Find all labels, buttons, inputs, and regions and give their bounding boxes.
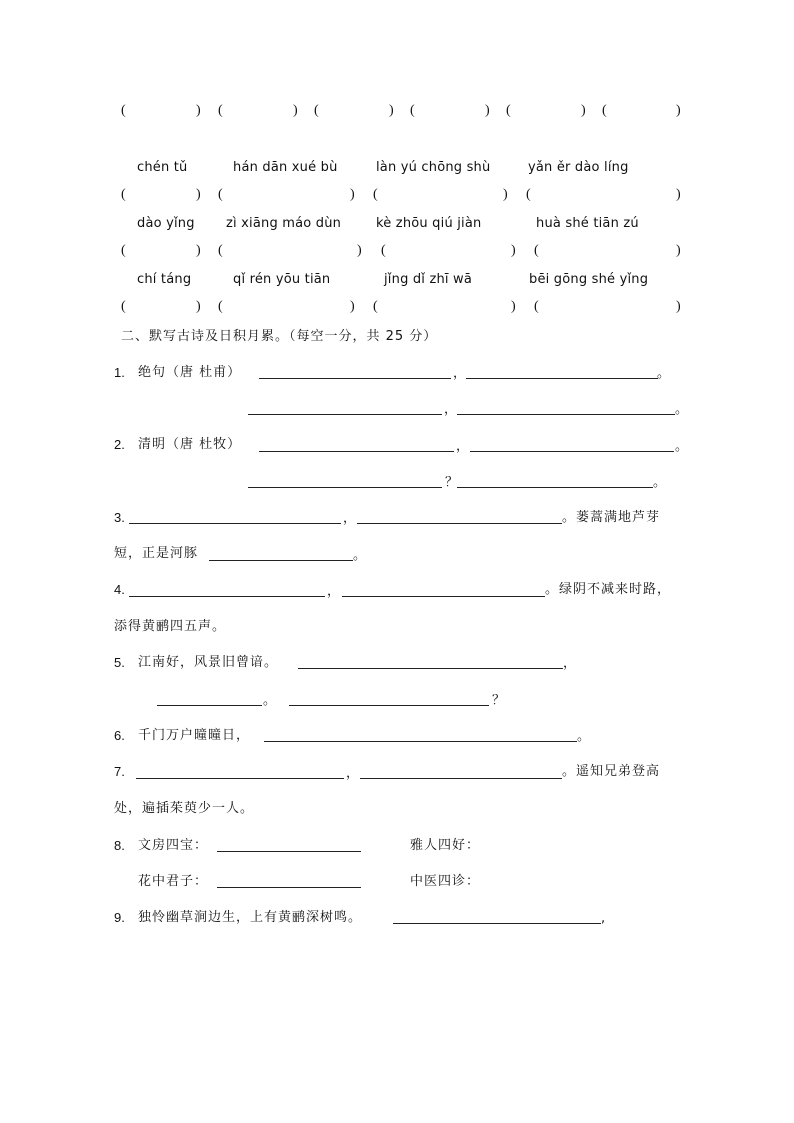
- bracket-close: ): [350, 187, 355, 202]
- bracket-close: ): [676, 103, 681, 118]
- pinyin-word: chén tǔ: [137, 160, 188, 175]
- pinyin-word: zì xiāng máo dùn: [226, 216, 342, 231]
- period: 。: [353, 548, 367, 563]
- answer-blank[interactable]: [248, 414, 442, 415]
- bracket-close: ): [196, 243, 201, 258]
- period: 。: [577, 729, 591, 744]
- answer-blank[interactable]: [209, 560, 353, 561]
- answer-blank[interactable]: [157, 705, 262, 706]
- question-mark: ？: [492, 693, 506, 708]
- answer-blank[interactable]: [289, 705, 489, 706]
- bracket-open: (: [314, 103, 319, 118]
- question-mark: ？: [445, 475, 459, 490]
- bracket-close: ): [357, 243, 362, 258]
- answer-blank[interactable]: [466, 378, 658, 379]
- answer-blank[interactable]: [298, 668, 563, 669]
- bracket-open: (: [526, 187, 531, 202]
- answer-blank[interactable]: [248, 487, 442, 488]
- pinyin-word: jǐng dǐ zhī wā: [384, 272, 473, 287]
- answer-blank[interactable]: [217, 887, 361, 888]
- period: 。: [657, 366, 671, 381]
- item-number: 1.: [114, 365, 125, 380]
- answer-blank[interactable]: [457, 414, 675, 415]
- bracket-open: (: [121, 299, 126, 314]
- bracket-close: ): [485, 103, 490, 118]
- pinyin-word: dào yǐng: [137, 216, 195, 231]
- bracket-open: (: [121, 187, 126, 202]
- poem-label: 绝句（唐 杜甫）: [138, 365, 242, 380]
- item-number: 2.: [114, 437, 125, 452]
- answer-blank[interactable]: [259, 451, 454, 452]
- bracket-close: ): [581, 103, 586, 118]
- answer-blank[interactable]: [357, 523, 562, 524]
- item-number: 6.: [114, 728, 125, 743]
- bracket-close: ): [676, 243, 681, 258]
- period: 。: [675, 402, 689, 417]
- bracket-close: ): [511, 299, 516, 314]
- bracket-open: (: [218, 299, 223, 314]
- comma: ，: [453, 366, 467, 381]
- comma: ，: [444, 402, 458, 417]
- item-number: 8.: [114, 838, 125, 853]
- answer-blank[interactable]: [393, 923, 601, 924]
- answer-blank[interactable]: [264, 741, 577, 742]
- period: 。: [675, 439, 689, 454]
- poem-text: 千门万户曈曈日，: [138, 728, 251, 743]
- poem-text: 处，遍插茱萸少一人。: [114, 801, 255, 816]
- answer-blank[interactable]: [129, 523, 341, 524]
- comma: ，: [327, 584, 341, 599]
- comma: ,: [601, 911, 606, 926]
- bracket-open: (: [218, 243, 223, 258]
- comma: ，: [563, 656, 577, 671]
- bracket-open: (: [373, 187, 378, 202]
- bracket-close: ): [196, 299, 201, 314]
- answer-blank[interactable]: [129, 596, 325, 597]
- bracket-open: (: [506, 103, 511, 118]
- answer-blank[interactable]: [457, 487, 653, 488]
- pinyin-word: kè zhōu qiú jiàn: [376, 216, 482, 231]
- item-number: 4.: [114, 582, 125, 597]
- bracket-close: ): [350, 299, 355, 314]
- bracket-open: (: [534, 299, 539, 314]
- poem-text: 。蒌蒿满地芦芽: [562, 510, 661, 525]
- bracket-close: ): [676, 299, 681, 314]
- comma: ，: [456, 439, 470, 454]
- item-number: 7.: [114, 764, 125, 779]
- bracket-open: (: [381, 243, 386, 258]
- answer-blank[interactable]: [360, 778, 562, 779]
- item-number: 9.: [114, 910, 125, 925]
- bracket-close: ): [293, 103, 298, 118]
- pinyin-word: hán dān xué bù: [233, 160, 338, 175]
- pinyin-word: làn yú chōng shù: [376, 160, 491, 175]
- poem-text: 添得黄鹂四五声。: [114, 619, 227, 634]
- pinyin-word: bēi gōng shé yǐng: [529, 272, 649, 287]
- bracket-close: ): [196, 187, 201, 202]
- fill-label: 雅人四好：: [410, 838, 481, 853]
- bracket-close: ): [196, 103, 201, 118]
- bracket-open: (: [218, 103, 223, 118]
- comma: ，: [346, 766, 360, 781]
- poem-text: 。遥知兄弟登高: [562, 764, 661, 779]
- bracket-open: (: [121, 103, 126, 118]
- answer-blank[interactable]: [136, 778, 344, 779]
- fill-label: 花中君子：: [138, 874, 209, 889]
- bracket-close: ): [389, 103, 394, 118]
- period: 。: [653, 475, 667, 490]
- pinyin-word: qǐ rén yōu tiān: [233, 272, 331, 287]
- section-title: 二、默写古诗及日积月累。（每空一分，共 25 分）: [121, 329, 438, 344]
- fill-label: 中医四诊：: [410, 874, 481, 889]
- pinyin-word: huà shé tiān zú: [536, 216, 639, 231]
- pinyin-word: yǎn ěr dào líng: [528, 160, 629, 175]
- comma: ，: [343, 511, 357, 526]
- bracket-open: (: [121, 243, 126, 258]
- answer-blank[interactable]: [259, 378, 451, 379]
- item-number: 3.: [114, 510, 125, 525]
- fill-label: 文房四宝：: [138, 838, 209, 853]
- bracket-open: (: [373, 299, 378, 314]
- answer-blank[interactable]: [217, 851, 361, 852]
- bracket-open: (: [218, 187, 223, 202]
- bracket-open: (: [602, 103, 607, 118]
- item-number: 5.: [114, 655, 125, 670]
- pinyin-word: chí táng: [137, 272, 192, 287]
- bracket-open: (: [534, 243, 539, 258]
- bracket-close: ): [676, 187, 681, 202]
- bracket-open: (: [410, 103, 415, 118]
- poem-label: 清明（唐 杜牧）: [138, 437, 242, 452]
- answer-blank[interactable]: [342, 596, 545, 597]
- bracket-close: ): [503, 187, 508, 202]
- poem-text: 独怜幽草涧边生，上有黄鹂深树鸣。: [138, 910, 363, 925]
- poem-text: 江南好，风景旧曾谙。: [138, 655, 279, 670]
- answer-blank[interactable]: [470, 451, 674, 452]
- poem-text: 。绿阴不减来时路，: [545, 582, 672, 597]
- poem-text: 短，正是河豚: [114, 546, 199, 561]
- bracket-close: ): [511, 243, 516, 258]
- period: 。: [263, 693, 277, 708]
